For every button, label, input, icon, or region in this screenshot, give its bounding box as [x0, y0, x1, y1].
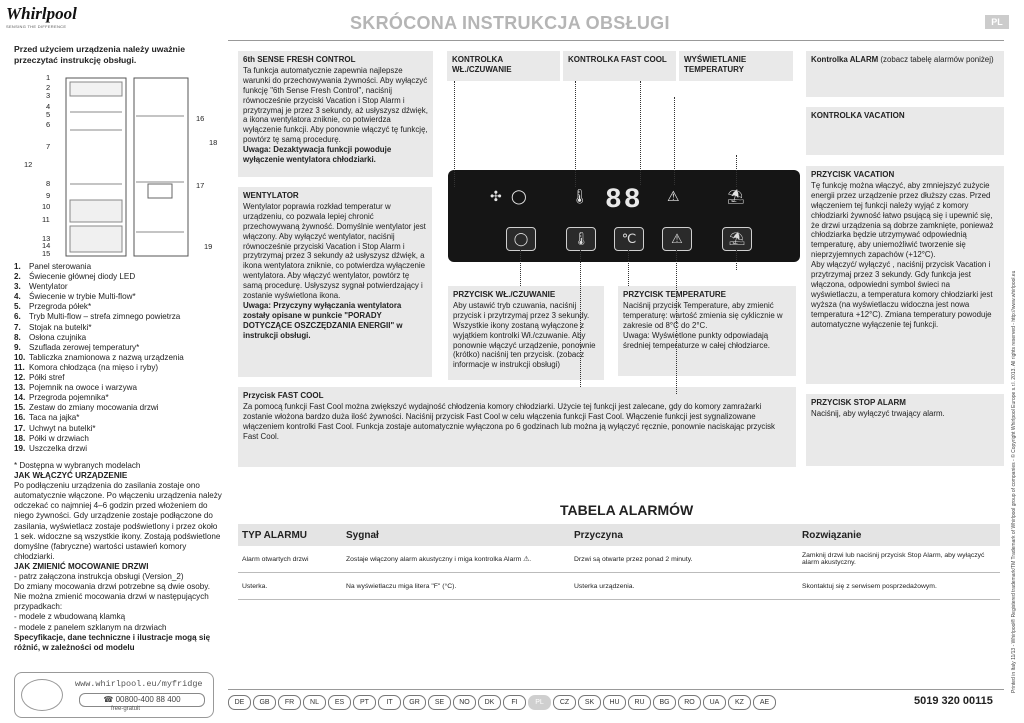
- availability-note: * Dostępna w wybranych modelach: [14, 461, 141, 470]
- callout-11: 11: [42, 215, 50, 224]
- language-pill-kz: KZ: [728, 695, 751, 710]
- language-pill-cz: CZ: [553, 695, 576, 710]
- alarm-indicator-label: Kontrolka ALARM: [811, 55, 879, 64]
- sense-text: Ta funkcja automatycznie zapewnia najlepsze warunki do przechowywania żywności. Aby wyłączyć funkcję "6th Sense Fresh Control", naciśnij równocześnie przyciski Vacation i Stop Alarm i przytrzymaj je przez 3 sekundy, aż usłyszysz dźwięk, a ikona wentylatora zniknie, co potwierdza wyłączenie funkcji. Aby ponownie włączyć tę funkcję, powtórz tę samą procedurę.: [243, 65, 428, 145]
- language-pill-de: DE: [228, 695, 251, 710]
- callout-17: 17: [196, 181, 205, 190]
- language-pill-ru: RU: [628, 695, 651, 710]
- callout-16: 16: [196, 114, 205, 123]
- list-item: 10. Tabliczka znamionowa z nazwą urządzenia: [14, 352, 184, 362]
- intro-block: [14, 44, 220, 66]
- list-item: 1. Panel sterowania: [14, 262, 92, 271]
- callout-19: 19: [204, 242, 213, 251]
- language-pill-sk: SK: [578, 695, 601, 710]
- temp-display-box: [679, 51, 793, 81]
- callout-14: 14: [42, 241, 51, 250]
- table-cell: Drzwi są otwarte przez ponad 2 minuty.: [570, 546, 798, 573]
- sense-title: 6th SENSE FRESH CONTROL: [243, 55, 356, 64]
- celsius-icon: ℃: [621, 231, 637, 246]
- onoff-button[interactable]: [506, 227, 536, 251]
- language-pill-dk: DK: [478, 695, 501, 710]
- language-pill-bg: BG: [653, 695, 676, 710]
- leader-line: [676, 250, 677, 394]
- vacation-indicator-label: KONTROLKA VACATION: [811, 111, 905, 120]
- col-cause: Przyczyna: [570, 524, 798, 546]
- language-pill-ae: AE: [753, 695, 776, 710]
- fridge-diagram: [14, 72, 224, 264]
- vacation-indicator-box: [806, 107, 1004, 155]
- language-pill-ro: RO: [678, 695, 701, 710]
- temp-note: Uwaga: Wyświetlone punkty odpowiadają średniej temperaturze w całej chłodziarce.: [623, 330, 770, 350]
- alarm-indicator-icon: ⚠: [667, 188, 680, 204]
- list-item: 3. Wentylator: [14, 282, 68, 292]
- leader-line: [520, 250, 521, 286]
- contact-free: free-gratuit: [111, 706, 141, 712]
- leader-line: [736, 250, 737, 270]
- onoff-indicator-label: KONTROLKA WŁ./CZUWANIE: [452, 55, 512, 74]
- contact-box: [14, 672, 214, 718]
- callout-5: 5: [46, 110, 51, 119]
- temperature-button[interactable]: [614, 227, 644, 251]
- list-item: 5. Przegroda półek*: [14, 302, 92, 312]
- language-pill-fi: FI: [503, 695, 526, 710]
- col-signal: Sygnał: [342, 524, 570, 546]
- brand-logo: [6, 4, 86, 36]
- table-header-row: [238, 524, 1000, 546]
- fan-text: Wentylator poprawia rozkład temperatur w urządzeniu, co pozwala lepiej chronić przechowywaną żywność. Domyślnie wentylator jest włączony. Aby wyłączyć wentylator, naciśnij równocześnie przyciski Vacation i Stop Alarm i przytrzymaj przez 3 sekundy aż usłyszysz dźwięk, a ikona wentylatora zniknie, co potwierdza wyłączenie wentylatora. Aby włączyć wentylator, powtórz tę samą procedurę. Usłyszysz sygnał potwierdzający i zostanie wyświetlona ikona.: [243, 201, 426, 301]
- language-pill-pl: PL: [528, 695, 551, 710]
- thermometer-icon: 🌡: [572, 231, 590, 246]
- callout-10: 10: [42, 202, 51, 211]
- callout-7: 7: [46, 142, 51, 151]
- fan-note: Uwaga: Przyczyny wyłączania wentylatora zostały opisane w punkcie "PORADY DOTYCZĄCE OSZCZĘDZANIA ENERGII" w instrukcji obsługi.: [243, 300, 403, 340]
- how-on-title: JAK WŁĄCZYĆ URZĄDZENIE: [14, 471, 128, 481]
- umbrella-icon: ⛱: [728, 231, 746, 246]
- language-pill-no: NO: [453, 695, 476, 710]
- vacation-indicator-icon: ⛱: [727, 188, 745, 204]
- language-badge: PL: [985, 15, 1009, 29]
- table-cell: Na wyświetlaczu miga litera "F" (°C).: [342, 573, 570, 600]
- callout-1: 1: [46, 73, 51, 82]
- temperature-digits: 88: [605, 185, 643, 216]
- list-item: 19. Uszczelka drzwi: [14, 443, 88, 453]
- list-item: 14. Przegroda pojemnika*: [14, 393, 109, 403]
- list-item: 12. Półki stref: [14, 373, 65, 383]
- page-title: SKRÓCONA INSTRUKCJA OBSŁUGI: [350, 13, 670, 33]
- how-on-text: Po podłączeniu urządzenia do zasilania zostaje ono automatycznie włączone. Po włączeniu urządzenia należy odczekać co najmniej 4–6 godzin przed włożeniem do niego żywności. Gdy urządzenie zostaje podłączone do zasilania, wyświetlacz zostaje podświetlony i przez około 1 sek. widoczne są wszystkie ikony. Zostają podświetlone domyślne (fabryczne) wartości ustawień komory chłodziarki.: [14, 481, 222, 561]
- temp-button-box: [618, 286, 796, 376]
- temp-title: PRZYCISK TEMPERATURE: [623, 290, 726, 299]
- callout-13: 13: [42, 234, 51, 243]
- header-divider: [228, 40, 1004, 41]
- parts-list: [14, 262, 224, 454]
- table-cell: Zamknij drzwi lub naciśnij przycisk Stop Alarm, aby wyłączyć alarm akustyczny.: [798, 546, 1000, 573]
- leader-line: [628, 250, 629, 286]
- language-pill-gr: GR: [403, 695, 426, 710]
- list-item: 4. Świecenie w trybie Multi-flow*: [14, 292, 136, 302]
- door-text: - patrz załączona instrukcja obsługi (Version_2) Do zmiany mocowania drzwi potrzebne są dwie osoby. Nie można zmienić mocowania drzwi w następujących przypadkach: - modele z wbudowaną klamką - modele z panelem szklanym na drzwiach: [14, 572, 210, 632]
- list-item: 15. Zestaw do zmiany mocowania drzwi: [14, 403, 159, 413]
- fastcool-text: Za pomocą funkcji Fast Cool można zwiększyć wydajność chłodzenia komory chłodziarki. Użycie tej funkcji jest zalecane, gdy do komory zamrażarki zostanie włożona bardzo duża ilość żywności. Naciśnij przycisk Fast Cool w celu włączenia funkcji Fast Cool. Włączenie funkcji jest sygnalizowane włączeniem kontrolki Fast Cool. Funkcja zostaje automatycznie wyłączona po 6 godzinach lub można ją wyłączyć ręcznie, ponownie naciskając przycisk Fast Cool.: [243, 401, 775, 441]
- language-pill-gb: GB: [253, 695, 276, 710]
- fastcool-title: Przycisk FAST COOL: [243, 391, 324, 400]
- callout-4: 4: [46, 102, 51, 111]
- callout-2: 2: [46, 83, 51, 92]
- onoff-indicator-box: [447, 51, 560, 81]
- table-row: [238, 546, 1000, 573]
- list-item: 2. Świecenie głównej diody LED: [14, 272, 136, 282]
- sense-fresh-box: [238, 51, 433, 177]
- language-pill-pt: PT: [353, 695, 376, 710]
- language-pill-fr: FR: [278, 695, 301, 710]
- onoff-text: Aby ustawić tryb czuwania, naciśnij przycisk i przytrzymaj przez 3 sekundy. Wszystkie ikony zostaną wyłączone z wyjątkiem kontrolki Wł./czuwanie. Aby ponownie włączyć urządzenie, ponownie (krótko) naciśnij ten przycisk. (zobacz informacje w instrukcji obsługi): [453, 300, 596, 370]
- callout-9: 9: [46, 191, 51, 200]
- language-list: [228, 695, 776, 710]
- vacation-text: Tę funkcję można włączyć, aby zmniejszyć zużycie energii przez urządzenie przez dłuższy czas. Przed włączeniem tej funkcji należy wyjąć z komory chłodziarki żywność łatwo psującą się i upewnić się, że drzwi urządzenia są dobrze zamknięte, ponieważ chłodziarka będzie utrzymywać odpowiednią temperaturę, aby uniemożliwić tworzenie się nieprzyjemnych zapachów (+12°C).: [811, 180, 994, 260]
- table-cell: Usterka.: [238, 573, 342, 600]
- footer-divider: [228, 689, 1004, 690]
- alarm-indicator-text: (zobacz tabelę alarmów poniżej): [880, 55, 994, 64]
- legal-text: Printed in Italy 11/13 - Whirlpool® Registered trademark/TM Trademark of Whirlpool group of companies - © Copyright Whirlpool Europe s.r.l. 2013. All rights reserved - http://www.whirlpool.eu: [1011, 270, 1017, 693]
- language-pill-it: IT: [378, 695, 401, 710]
- list-item: 7. Stojak na butelki*: [14, 322, 92, 332]
- alarm-table: [238, 524, 1000, 600]
- leader-line: [454, 81, 455, 187]
- vacation-button-box: [806, 166, 1004, 384]
- sense-note: Uwaga: Dezaktywacja funkcji powoduje wyłączenie wentylatora chłodziarki.: [243, 145, 392, 165]
- list-item: 11. Komora chłodząca (na mięso i ryby): [14, 362, 159, 372]
- temp-text: Naciśnij przycisk Temperature, aby zmienić temperaturę: wartość zmienia się cyklicznie w zakresie od 8°C do 2°C.: [623, 300, 783, 330]
- fan-icon: ✣: [490, 188, 502, 204]
- standby-indicator-icon: ◯: [511, 188, 527, 204]
- stop-alarm-button[interactable]: [662, 227, 692, 251]
- stop-alarm-text: Naciśnij, aby wyłączyć trwający alarm.: [811, 408, 945, 418]
- onoff-title: PRZYCISK WŁ./CZUWANIE: [453, 290, 556, 299]
- leader-line: [640, 81, 641, 185]
- language-pill-es: ES: [328, 695, 351, 710]
- list-item: 13. Pojemnik na owoce i warzywa: [14, 383, 137, 393]
- vacation-title: PRZYCISK VACATION: [811, 170, 895, 179]
- contact-url[interactable]: www.whirlpool.eu/myfridge: [75, 679, 203, 689]
- list-item: 6. Tryb Multi-flow – strefa zimnego powietrza: [14, 312, 181, 322]
- vacation-text-2: Aby włączyć/ wyłączyć , naciśnij przycisk Vacation i przytrzymaj przez 3 sekundy. Gdy funkcja jest włączona, odpowiedni symbol świeci na wyświetlaczu, a temperatura komory chłodziarki jest wyższa (na wyświetlaczu widoczna jest nowa temperatura +12°C). Zmiana temperatury powoduje automatyczne wyłączenie tej funkcji.: [811, 260, 993, 329]
- side-legal-text: [1004, 40, 1020, 720]
- table-row: [238, 573, 1000, 600]
- col-solution: Rozwiązanie: [798, 524, 1000, 546]
- intro-text: Przed użyciem urządzenia należy uważnie przeczytać instrukcję obsługi.: [14, 44, 185, 65]
- fastcool-box: [238, 387, 796, 467]
- vacation-button[interactable]: [722, 227, 752, 251]
- fan-title: WENTYLATOR: [243, 191, 299, 200]
- notes-block: [14, 461, 224, 653]
- callout-18: 18: [209, 138, 218, 147]
- temp-display-label: WYŚWIETLANIE TEMPERATURY: [684, 55, 747, 74]
- door-title: JAK ZMIENIĆ MOCOWANIE DRZWI: [14, 561, 149, 571]
- fastcool-indicator-box: [563, 51, 676, 81]
- fan-box: [238, 187, 432, 377]
- leader-line: [580, 250, 581, 387]
- list-item: 18. Półki w drzwiach: [14, 433, 89, 443]
- fastcool-indicator-label: KONTROLKA FAST COOL: [568, 55, 667, 64]
- fastcool-button[interactable]: [566, 227, 596, 251]
- stop-alarm-title: PRZYCISK STOP ALARM: [811, 398, 906, 407]
- brand-logo-small: [21, 679, 63, 711]
- col-type: TYP ALARMU: [238, 524, 342, 546]
- callout-6: 6: [46, 120, 51, 129]
- callout-3: 3: [46, 91, 51, 100]
- list-item: 9. Szuflada zerowej temperatury*: [14, 342, 140, 352]
- language-pill-nl: NL: [303, 695, 326, 710]
- leader-line: [674, 97, 675, 185]
- table-cell: Zostaje włączony alarm akustyczny i miga kontrolka Alarm ⚠.: [342, 546, 570, 573]
- spec-note: Specyfikacje, dane techniczne i ilustracje mogą się różnić, w zależności od modelu: [14, 632, 211, 652]
- callout-8: 8: [46, 179, 51, 188]
- table-cell: Alarm otwartych drzwi: [238, 546, 342, 573]
- alarm-indicator-box: [806, 51, 1004, 97]
- leader-line: [736, 155, 737, 187]
- fastcool-indicator-icon: 🌡: [571, 188, 589, 204]
- callout-15: 15: [42, 249, 51, 258]
- power-icon: ◯: [513, 231, 529, 246]
- document-code: 5019 320 00115: [914, 695, 993, 707]
- table-cell: Usterka urządzenia.: [570, 573, 798, 600]
- list-item: 8. Osłona czujnika: [14, 332, 87, 342]
- brand-tagline: SENSING THE DIFFERENCE: [6, 24, 67, 29]
- list-item: 17. Uchwyt na butelki*: [14, 423, 96, 433]
- brand-name: Whirlpool: [6, 4, 77, 23]
- alarm-table-title: TABELA ALARMÓW: [560, 502, 694, 518]
- table-cell: Skontaktuj się z serwisem posprzedażowym.: [798, 573, 1000, 600]
- stop-alarm-box: [806, 394, 1004, 466]
- language-pill-hu: HU: [603, 695, 626, 710]
- callout-12: 12: [24, 160, 33, 169]
- contact-phone: ☎ 00800-400 88 400: [79, 693, 205, 707]
- language-pill-ua: UA: [703, 695, 726, 710]
- language-pill-se: SE: [428, 695, 451, 710]
- warning-icon: ⚠: [671, 231, 683, 246]
- leader-line: [575, 81, 576, 187]
- list-item: 16. Taca na jajka*: [14, 413, 80, 423]
